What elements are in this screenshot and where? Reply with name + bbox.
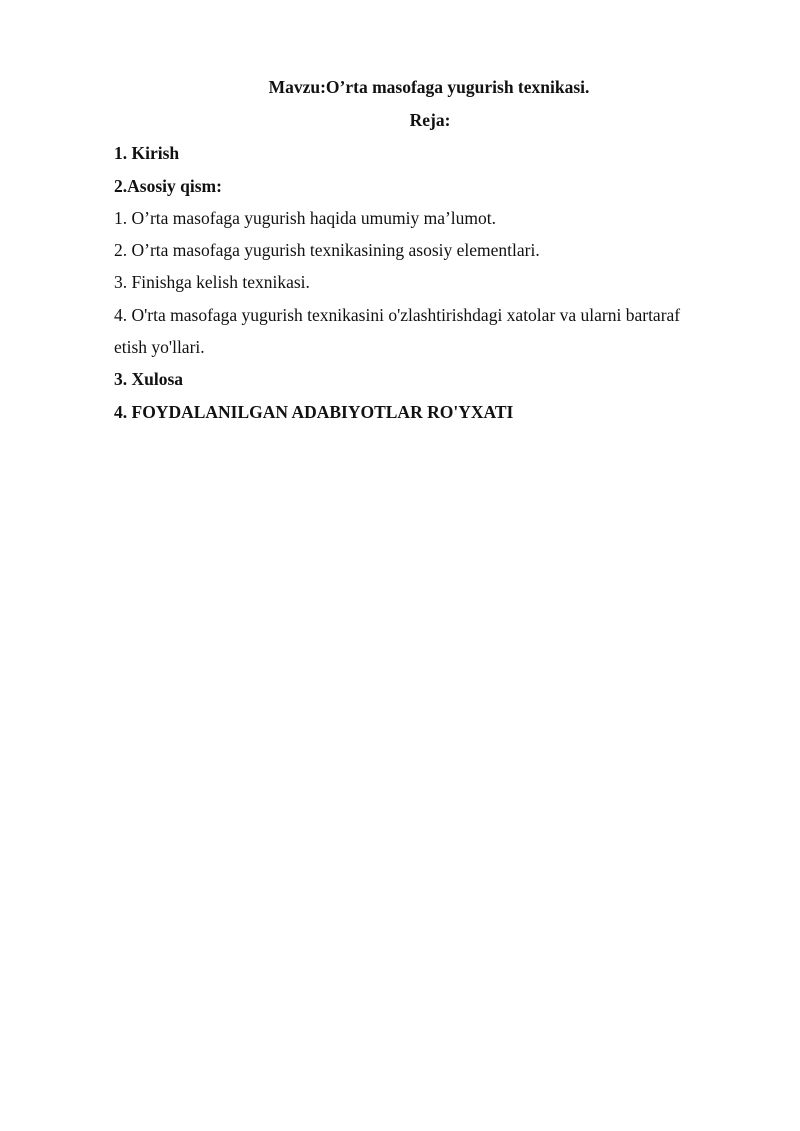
plan-item-main-part: 2.Asosiy qism: bbox=[114, 176, 222, 196]
plan-subitem-2: 2. O’rta masofaga yugurish texnikasining asosiy elementlari. bbox=[114, 240, 540, 260]
plan-heading: Reja: bbox=[409, 110, 451, 130]
plan-item-conclusion: 3. Xulosa bbox=[114, 369, 184, 389]
plan-subitem-3: 3. Finishga kelish texnikasi. bbox=[114, 272, 310, 292]
plan-item-introduction: 1. Kirish bbox=[114, 143, 180, 163]
plan-subitem-4: 4. O'rta masofaga yugurish texnikasini o'zlashtirishdagi xatolar va ularni bartaraf bbox=[114, 305, 681, 325]
document-title: Mavzu:O’rta masofaga yugurish texnikasi. bbox=[268, 77, 590, 97]
plan-subitem-1: 1. O’rta masofaga yugurish haqida umumiy ma’lumot. bbox=[114, 208, 497, 228]
plan-item-references: 4. FOYDALANILGAN ADABIYOTLAR RO'YXATI bbox=[114, 402, 514, 422]
plan-subitem-4-continuation: etish yo'llari. bbox=[114, 337, 205, 357]
